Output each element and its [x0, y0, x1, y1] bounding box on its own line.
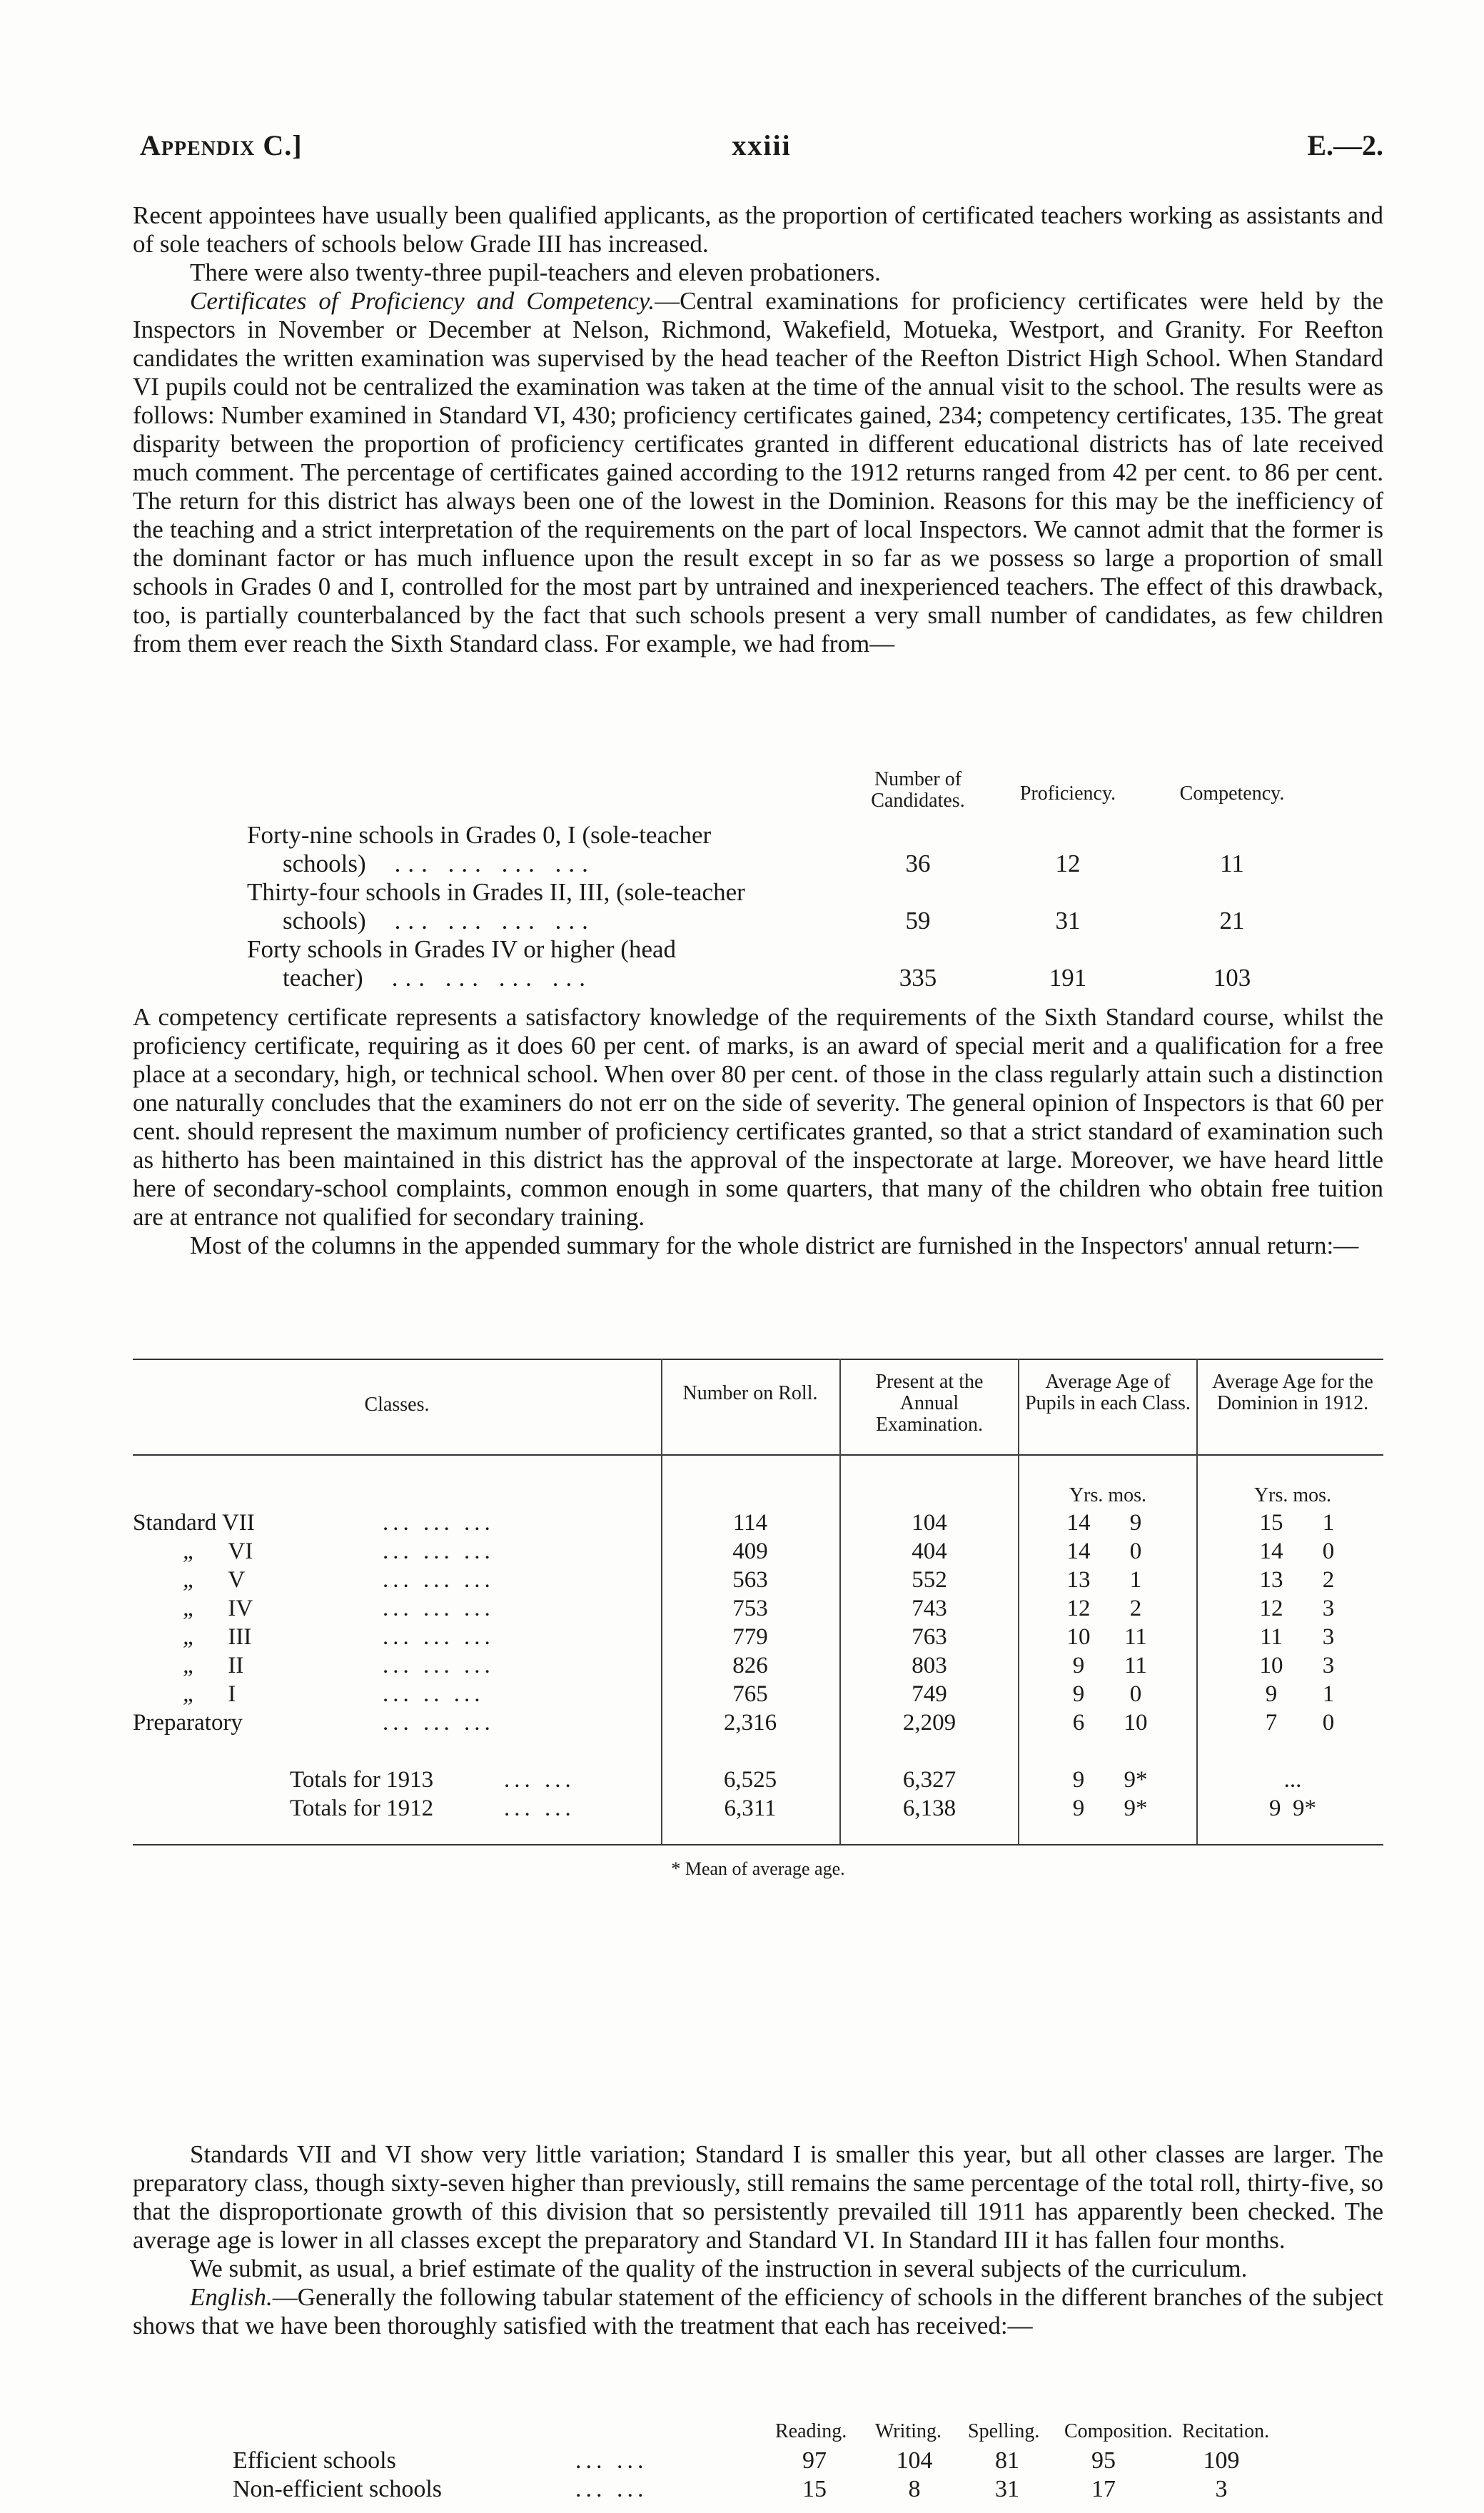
cell-age-months: 2 — [1129, 1596, 1142, 1621]
english-cell: 81 — [995, 2447, 1019, 2474]
appendix-label: Appendix C.] — [140, 129, 303, 161]
candidates-proficiency: 31 — [1055, 907, 1081, 935]
cell-dominion-years: 7 — [1265, 1710, 1278, 1736]
cell-dominion-years: 13 — [1259, 1567, 1283, 1593]
cell-age-months: 1 — [1129, 1567, 1142, 1593]
totals-age-years: 9 — [1072, 1796, 1085, 1821]
paragraph-english — [133, 2283, 1383, 2340]
column-header-dominion-age: Average Age for the Dominion in 1912. — [1212, 1371, 1373, 1414]
cell-roll: 753 — [732, 1596, 768, 1621]
cell-roll: 409 — [732, 1538, 768, 1564]
cell-dominion-years: 14 — [1259, 1538, 1283, 1564]
table-row-label: „ I — [183, 1681, 236, 1707]
english-header: Recitation. — [1182, 2420, 1270, 2442]
cell-dominion-years: 11 — [1260, 1624, 1283, 1650]
english-cell: 97 — [802, 2447, 827, 2474]
totals-label: Totals for 1913 — [290, 1767, 434, 1793]
page-number: xxiii — [732, 129, 792, 161]
column-header-classes: Classes. — [364, 1394, 430, 1416]
cell-age-years: 10 — [1066, 1624, 1091, 1650]
english-row-label: Non-efficient schools — [233, 2476, 443, 2502]
cell-age-years: 6 — [1072, 1710, 1085, 1736]
english-cell: 95 — [1091, 2447, 1116, 2474]
english-cell: 31 — [995, 2476, 1019, 2502]
table-row-label: „ VI — [183, 1538, 253, 1564]
english-header: Composition. — [1064, 2420, 1173, 2442]
cell-age-years: 14 — [1066, 1538, 1091, 1564]
paragraph-standards: Standards VII and VI show very little variation; Standard I is smaller this year, but all other classes are larger. The preparatory class, though sixty-seven higher than previously, still remains the same percentage of the total roll, thirty-five, so that the disproportionate growth of this division that so persistently prevailed till 1911 has apparently been checked. The average age is lower in all classes except the preparatory and Standard VI. In Standard III it has fallen four months. — [133, 2140, 1383, 2254]
header-number-of-candidates: Number of Candidates. — [871, 768, 965, 812]
ditto-mark: „ — [183, 1596, 196, 1621]
certificates-text: —Central examinations for proficiency certificates were held by the Inspectors in November or December at Nelson, Richmond, Wakefield, Motueka, Westport, and Granity. For Reefton candidates the written examination was supervised by the head teacher of the Reefton District High School. When Standard VI pupils could not be centralized the examination was taken at the time of the annual visit to the school. The results were as follows: Number examined in Standard VI, 430; proficiency certificates gained, 234; competency certificates, 135. The great disparity between the proportion of proficiency certificates granted in different educational districts has of late received much comment. The percentage of certificates gained according to the 1912 returns ranged from 42 per cent. to 86 per cent. The return for this district has always been one of the lowest in the Dominion. Reasons for this may be the inefficiency of the teaching and a strict interpretation of the requirements on the part of local Inspectors. We cannot admit that the former is the dominant factor or has much influence upon the result except in so far as we possess so large a proportion of small schools in Grades 0 and I, controlled for the most part by untrained and inexperienced teachers. The effect of this drawback, too, is partially counterbalanced by the fact that such schools present a very small number of candidates, as few children from them ever reach the Sixth Standard class. For example, we had from— — [133, 287, 1383, 658]
cell-age-years: 9 — [1072, 1653, 1085, 1678]
english-cell: 3 — [1215, 2476, 1228, 2502]
table-row-label: Standard VII — [133, 1510, 255, 1536]
english-cell: 8 — [908, 2476, 921, 2502]
cell-present: 749 — [912, 1681, 947, 1707]
candidates-row-label: Forty-nine schools in Grades 0, I (sole-teacher schools) ... ... ... ... — [247, 821, 712, 877]
summary-table: Classes. Number on Roll. Present at the Annual Examination. Average Age of Pupils in each Class. Average Age for the Dominion in 1912. Yrs. mos. Yrs. mos. Standard VII ... ... ... 114 104 14 9 15 1 „ VI ... ... ... 409 404 14 0 14 0 „ V ... ... ... 563 552 13 1 13 2 „ IV ... ... ... 753 743 12 2 12 3 „ III ... ... ... 779 763 10 11 11 3 „ II ... ... ... 826 803 9 11 10 3 „ I ... .. ... 765 749 9 0 9 1 Preparatory ... ... ... 2,316 2,209 6 10 7 0 Totals for 1913 ... ... 6,525 6,327 9 9* ... Totals for 1912 ... ... 6,311 6,138 9 9* 9 9* * Mean of average age. — [133, 1359, 1383, 2101]
paragraph-competency: A competency certificate represents a satisfactory knowledge of the requirements of the Sixth Standard course, whilst the proficiency certificate, requiring as it does 60 per cent. of marks, is an award of special merit and a qualification for a free place at a secondary, high, or technical school. When over 80 per cent. of those in the class regularly attain such a distinction one naturally concludes that the examiners do not err on the side of severity. The general opinion of Inspectors is that 60 per cent. should represent the maximum number of proficiency certificates granted, so that a strict standard of examination such as hitherto has been maintained in this district has the approval of the inspectorate at large. Moreover, we have heard little here of secondary-school complaints, common enough in some quarters, that many of the children who obtain free tuition are at entrance not qualified for secondary training. — [133, 1003, 1383, 1231]
cell-roll: 779 — [732, 1624, 768, 1650]
intro-section — [133, 201, 1383, 658]
unit-dominion-age: Yrs. mos. — [1253, 1484, 1332, 1506]
ditto-mark: „ — [183, 1538, 196, 1564]
totals-label: Totals for 1912 — [290, 1796, 434, 1821]
totals-present: 6,138 — [902, 1796, 956, 1821]
english-header: Reading. — [775, 2420, 847, 2442]
cell-age-years: 12 — [1066, 1596, 1091, 1621]
series-code: E.—2. — [1307, 129, 1383, 161]
cell-present: 763 — [912, 1624, 947, 1650]
english-header: Spelling. — [968, 2420, 1040, 2442]
totals-age-months: 9* — [1124, 1796, 1148, 1821]
candidates-proficiency: 12 — [1055, 850, 1081, 877]
cell-age-months: 0 — [1129, 1538, 1142, 1564]
english-cell: 17 — [1091, 2476, 1116, 2502]
candidates-competency: 21 — [1219, 907, 1245, 935]
page-header — [140, 129, 1383, 171]
candidates-row-label: Forty schools in Grades IV or higher (head teacher) ... ... ... ... — [247, 935, 677, 992]
english-header: Writing. — [875, 2420, 942, 2442]
candidates-row-label: Thirty-four schools in Grades II, III, (sole-teacher schools) ... ... ... ... — [247, 878, 745, 935]
cell-present: 743 — [912, 1596, 947, 1621]
cell-dominion-months: 3 — [1322, 1624, 1335, 1650]
candidates-competency: 11 — [1220, 850, 1244, 877]
candidates-competency: 103 — [1213, 964, 1251, 992]
column-header-present: Present at the Annual Examination. — [875, 1371, 984, 1436]
totals-present: 6,327 — [902, 1767, 956, 1793]
table-row-label: „ IV — [183, 1596, 253, 1621]
closing-section — [133, 2140, 1383, 2340]
cell-age-years: 13 — [1066, 1567, 1091, 1593]
cell-present: 404 — [912, 1538, 947, 1564]
header-proficiency: Proficiency. — [1019, 782, 1116, 805]
ditto-mark: „ — [183, 1624, 196, 1650]
cell-dominion-months: 2 — [1322, 1567, 1335, 1593]
english-cell: 109 — [1203, 2447, 1240, 2474]
totals-roll: 6,525 — [723, 1767, 777, 1793]
table-row-label: Preparatory — [133, 1710, 243, 1736]
table-row-label: „ V — [183, 1567, 246, 1593]
cell-age-months: 10 — [1124, 1710, 1148, 1736]
ditto-mark: „ — [183, 1653, 196, 1678]
table-row-label: „ III — [183, 1624, 252, 1650]
ditto-mark: „ — [183, 1681, 196, 1707]
cell-present: 2,209 — [902, 1710, 956, 1736]
cell-dominion-years: 10 — [1259, 1653, 1283, 1678]
cell-present: 104 — [912, 1510, 947, 1536]
table-row-label: „ II — [183, 1653, 244, 1678]
cell-age-years: 9 — [1072, 1681, 1085, 1707]
cell-age-years: 14 — [1066, 1510, 1091, 1536]
paragraph-certificates — [133, 287, 1383, 658]
cell-dominion-months: 1 — [1322, 1510, 1335, 1536]
candidates-number: 36 — [905, 850, 931, 877]
footnote: * Mean of average age. — [671, 1858, 845, 1879]
cell-dominion-months: 1 — [1322, 1681, 1335, 1707]
cell-dominion-months: 3 — [1322, 1653, 1335, 1678]
cell-present: 803 — [912, 1653, 947, 1678]
paragraph-pupil-teachers: There were also twenty-three pupil-teachers and eleven probationers. — [190, 258, 881, 286]
english-heading: English. — [190, 2283, 273, 2311]
column-header-average-age: Average Age of Pupils in each Class. — [1025, 1371, 1191, 1414]
certificates-heading: Certificates of Proficiency and Competency. — [190, 287, 655, 315]
candidates-proficiency: 191 — [1049, 964, 1087, 992]
cell-age-months: 11 — [1124, 1624, 1147, 1650]
candidates-table — [133, 767, 1383, 996]
totals-dominion: ... — [1283, 1767, 1302, 1793]
cell-age-months: 0 — [1129, 1681, 1142, 1707]
paragraph-curriculum: We submit, as usual, a brief estimate of the quality of the instruction in several subjects of the curriculum. — [190, 2255, 1248, 2282]
cell-dominion-months: 0 — [1322, 1710, 1335, 1736]
totals-age-months: 9* — [1124, 1767, 1148, 1793]
cell-dominion-years: 9 — [1265, 1681, 1278, 1707]
cell-roll: 2,316 — [723, 1710, 777, 1736]
cell-roll: 826 — [732, 1653, 768, 1678]
unit-average-age: Yrs. mos. — [1069, 1484, 1147, 1506]
totals-dominion: 9 9* — [1269, 1796, 1316, 1821]
cell-dominion-years: 15 — [1259, 1510, 1283, 1536]
candidates-number: 335 — [899, 964, 937, 992]
cell-dominion-months: 0 — [1322, 1538, 1335, 1564]
paragraph-appointees: Recent appointees have usually been qualified applicants, as the proportion of certificated teachers working as assistants and of sole teachers of schools below Grade III has increased. — [133, 201, 1383, 258]
candidates-number: 59 — [905, 907, 931, 935]
cell-present: 552 — [912, 1567, 947, 1593]
cell-age-months: 11 — [1124, 1653, 1147, 1678]
totals-roll: 6,311 — [724, 1796, 777, 1821]
paragraph-summary-intro: Most of the columns in the appended summary for the whole district are furnished in the Inspectors' annual return:— — [190, 1232, 1359, 1259]
header-competency: Competency. — [1179, 782, 1285, 805]
cell-roll: 765 — [732, 1681, 768, 1707]
cell-age-months: 9 — [1129, 1510, 1142, 1536]
english-table: Reading. Writing. Spelling. Composition. Recitation. Efficient schools ... ... 97 104 81 95 109 Non-efficient schools ... ... 15 8 31 17 3 — [233, 2420, 1270, 2502]
ditto-mark: „ — [183, 1567, 196, 1593]
english-cell: 15 — [802, 2476, 827, 2502]
english-row-label: Efficient schools — [233, 2447, 396, 2474]
english-text: —Generally the following tabular statement of the efficiency of schools in the different branches of the subject shows that we have been thoroughly satisfied with the treatment that each has received:— — [133, 2283, 1383, 2340]
english-cell: 104 — [896, 2447, 933, 2474]
cell-roll: 563 — [732, 1567, 768, 1593]
cell-dominion-years: 12 — [1259, 1596, 1283, 1621]
cell-roll: 114 — [732, 1510, 768, 1536]
cell-dominion-months: 3 — [1322, 1596, 1335, 1621]
competency-section — [133, 1003, 1383, 1260]
column-header-roll: Number on Roll. — [682, 1382, 818, 1404]
totals-age-years: 9 — [1072, 1767, 1085, 1793]
